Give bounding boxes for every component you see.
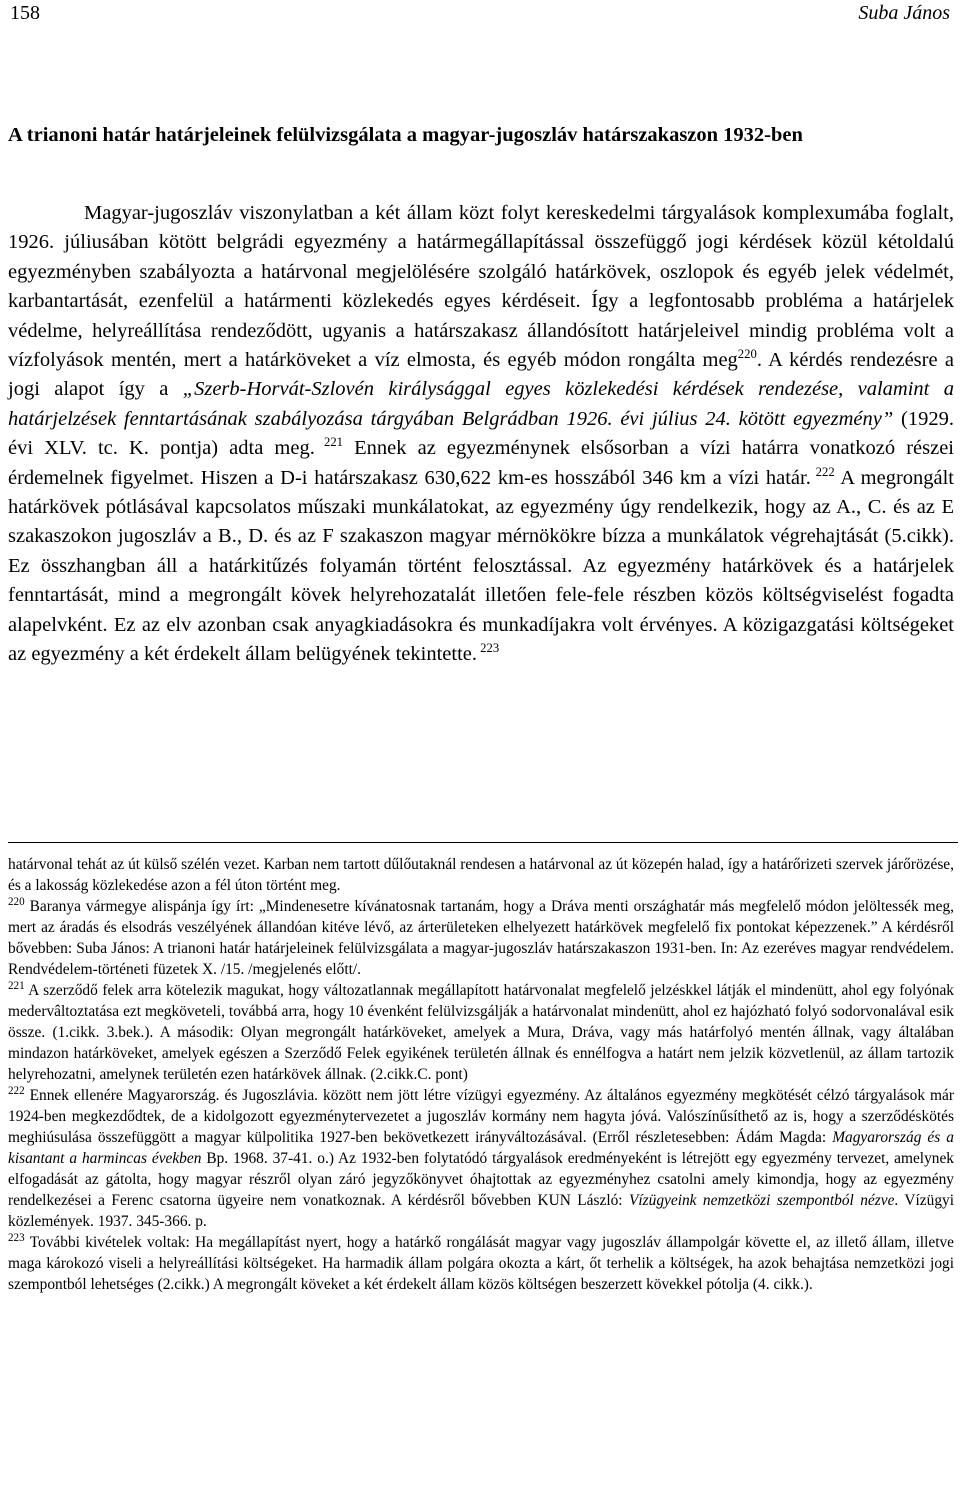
- body-paragraph: [8, 199, 954, 670]
- footnote-220: [8, 896, 954, 980]
- footnote-ref-223[interactable]: 223: [477, 641, 500, 656]
- footnote-number: 223: [8, 1231, 25, 1244]
- footnote-text: . Vízügyi közlemények. 1937. 345-366. p.: [8, 1192, 954, 1230]
- body-text-run: Magyar-jugoszláv viszonylatban a két állam közt folyt kereskedelmi tárgyalások komplexumába foglalt, 1926. júliusában kötött belgrádi egyezmény a határmegállapítással összefüggő jogi kérdések közül kétoldalú egyezményben szabályozta a határvonal megjelölésére szolgáló határkövek, oszlopok és egyéb jelek védelmét, karbantartását, ezenfelül a határmenti közlekedés egyes kérdéseit. Így a legfontosabb probléma a határjelek védelme, helyreállítása rendeződött, ugyanis a határszakasz állandósított határjeleivel mindig probléma volt a vízfolyások mentén, mert a határköveket a víz elmosta, és egyéb módon rongálta meg: [8, 202, 954, 372]
- footnote-text: Ennek ellenére Magyarország. és Jugoszlávia. között nem jött létre vízügyi egyezmény. Az általános egyezmény megkötését célzó tárgyalások már 1924-ben megkezdődtek, de a kidolgozott egyezménytervezetet a jugoszláv kormány nem hagyta jóvá. Valószínűsíthető az is, hogy a szerződéskötés meghiúsulása összefüggött a magyar külpolitika 1927-ben bekövetkezett irányváltozásával. (Erről részletesebben: Ádám Magda:: [8, 1087, 954, 1146]
- running-header: [10, 0, 950, 30]
- footnote-223: [8, 1232, 954, 1295]
- footnote-222: [8, 1085, 954, 1232]
- footnote-text: A szerződő felek arra kötelezik magukat, hogy változatlannak megállapított határvonalat megfelelő jelzéskkel látják el mindenütt, ahol egy folyónak medervâltoztatása ezt megköveteli, továbbá arra, hogy 10 évenként felülvizsgálják a határvonalat mindenütt, ahol ez hajózható folyó sodorvonalával esik össze. (1.cikk. 3.bek.). A második: Olyan megrongált határköveket, amelyek a Mura, Dráva, vagy más határfolyó mentén állnak, vagy általában mindazon határköveket, amelyek egészen a Szerződő Felek egyikének területén állnak és ennélfogva a határt nem jelzik közvetlenül, az állam tartozik helyrehozatni, amelynek területén ezen határkövek állnak. (2.cikk.C. pont): [8, 982, 954, 1083]
- footnote-number: 221: [8, 979, 25, 992]
- article-title: A trianoni határ határjeleinek felülvizsgálata a magyar-jugoszláv határszakaszon 1932-ben: [8, 124, 803, 146]
- footnote-221: [8, 980, 954, 1085]
- body-text-run: . A kérdés rendezésre a jogi alapot így a: [8, 349, 954, 401]
- body-text-run: Ennek az egyezménynek elsősorban a vízi határra vonatkozó részei érdemelnek figyelmet. Hiszen a D-i határszakasz 630,622 km-es hosszából 346 km a vízi határ.: [8, 437, 954, 489]
- treaty-title-italic: „Szerb-Horvát-Szlovén királysággal egyes közlekedési kérdések rendezése, valamint a határjelzések fenntartásának szabályozása tárgyában Belgrádban 1926. évi július 24. kötött egyezmény”: [8, 378, 954, 430]
- footnote-number: 222: [8, 1084, 25, 1097]
- body-text-run: A megrongált határkövek pótlásával kapcsolatos műszaki munkálatokat, az egyezmény úgy rendelkezik, hogy az A., C. és az E szakaszokon jugoszláv a B., D. és az F szakaszon magyar mérnökökre bízza a munkálatok végrehajtását (5.cikk). Ez összhangban áll a határkitűzés folyamán történt felosztással. Az egyezmény határkövek és a határjelek fenntartását, mind a megrongált kövek helyrehozatalát illetően fele-fele részben közös költségviselést fogadta alapelvként. Ez az elv azonban csak anyagkiadásokra és munkadíjakra volt érvényes. A közigazgatási költségeket az egyezmény a két érdekelt állam belügyének tekintette.: [8, 466, 955, 666]
- footnote-ref-220[interactable]: 220: [737, 347, 757, 362]
- footnote-ref-221[interactable]: 221: [314, 435, 344, 450]
- page-number: 158: [10, 2, 40, 24]
- footnotes: [8, 854, 954, 1295]
- footnote-ref-222[interactable]: 222: [810, 464, 835, 479]
- footnote-text: Bp. 1968. 37-41. o.) Az 1932-ben folytatódó tárgyalások eredményeként is létrejött egy egyezmény tervezet, amelynek elfogadását az gátolta, hogy magyar részről olyan záró jegyzőkönyvet óhajtottak az egyezményhez csatolni amely kimondja, hogy az egyezmény rendelkezései a Ferenc csatorna ügyeire nem vonatkoznak. A kérdésről bővebben KUN László:: [8, 1150, 955, 1209]
- footnote-text: Baranya vármegye alispánja így írt: „Mindenesetre kívánatosnak tartanám, hogy a Dráva menti országhatár más megfelelő módon jelöltessék meg, mert az áradás és elsodrás veszélyének állandóan kitéve lévő, az árterületeken elhelyezett határkövek megfelelő fix pontokat képezzenek.” A kérdésről bővebben: Suba János: A trianoni határ határjeleinek felülvizsgálata a magyar-jugoszláv határszakaszon 1931-ben. In: Az ezeréves magyar rendvédelem. Rendvédelem-történeti füzetek X. /15. /megjelenés előtt/.: [8, 898, 954, 978]
- body-text-run: (1929. évi XLV. tc. K. pontja) adta meg.: [8, 407, 954, 460]
- footnote-divider: [8, 842, 958, 843]
- running-author: Suba János: [858, 2, 950, 24]
- footnote-number: 220: [8, 895, 25, 908]
- body-text: [8, 199, 954, 670]
- footnote-text: További kivételek voltak: Ha megállapítást nyert, hogy a határkő rongálását magyar vagy jugoszláv állampolgár követte el, az illető állam, illetve maga károkozó viseli a helyreállítási költségeket. Ha harmadik állam polgára okozta a kárt, őt terhelik a költségek, ha azok behajtása nemzetközi jogi szempontból lehetséges (2.cikk.) A megrongált köveket a két érdekelt állam közös költségen beszerzett kövekkel pótolja (4. cikk.).: [8, 1234, 954, 1293]
- footnote-italic-title: Vízügyeink nemzetközi szempontból nézve: [628, 1192, 895, 1209]
- footnote-italic-title: Magyarország és a kisantant a harmincas években: [8, 1129, 954, 1167]
- footnote-continuation: határvonal tehát az út külső szélén vezet. Karban nem tartott dűlőutaknál rendesen a határvonal az út közepén halad, így a határőrizeti szervek járőrözése, és a lakosság közlekedése azon a fél úton történt meg.: [8, 856, 954, 894]
